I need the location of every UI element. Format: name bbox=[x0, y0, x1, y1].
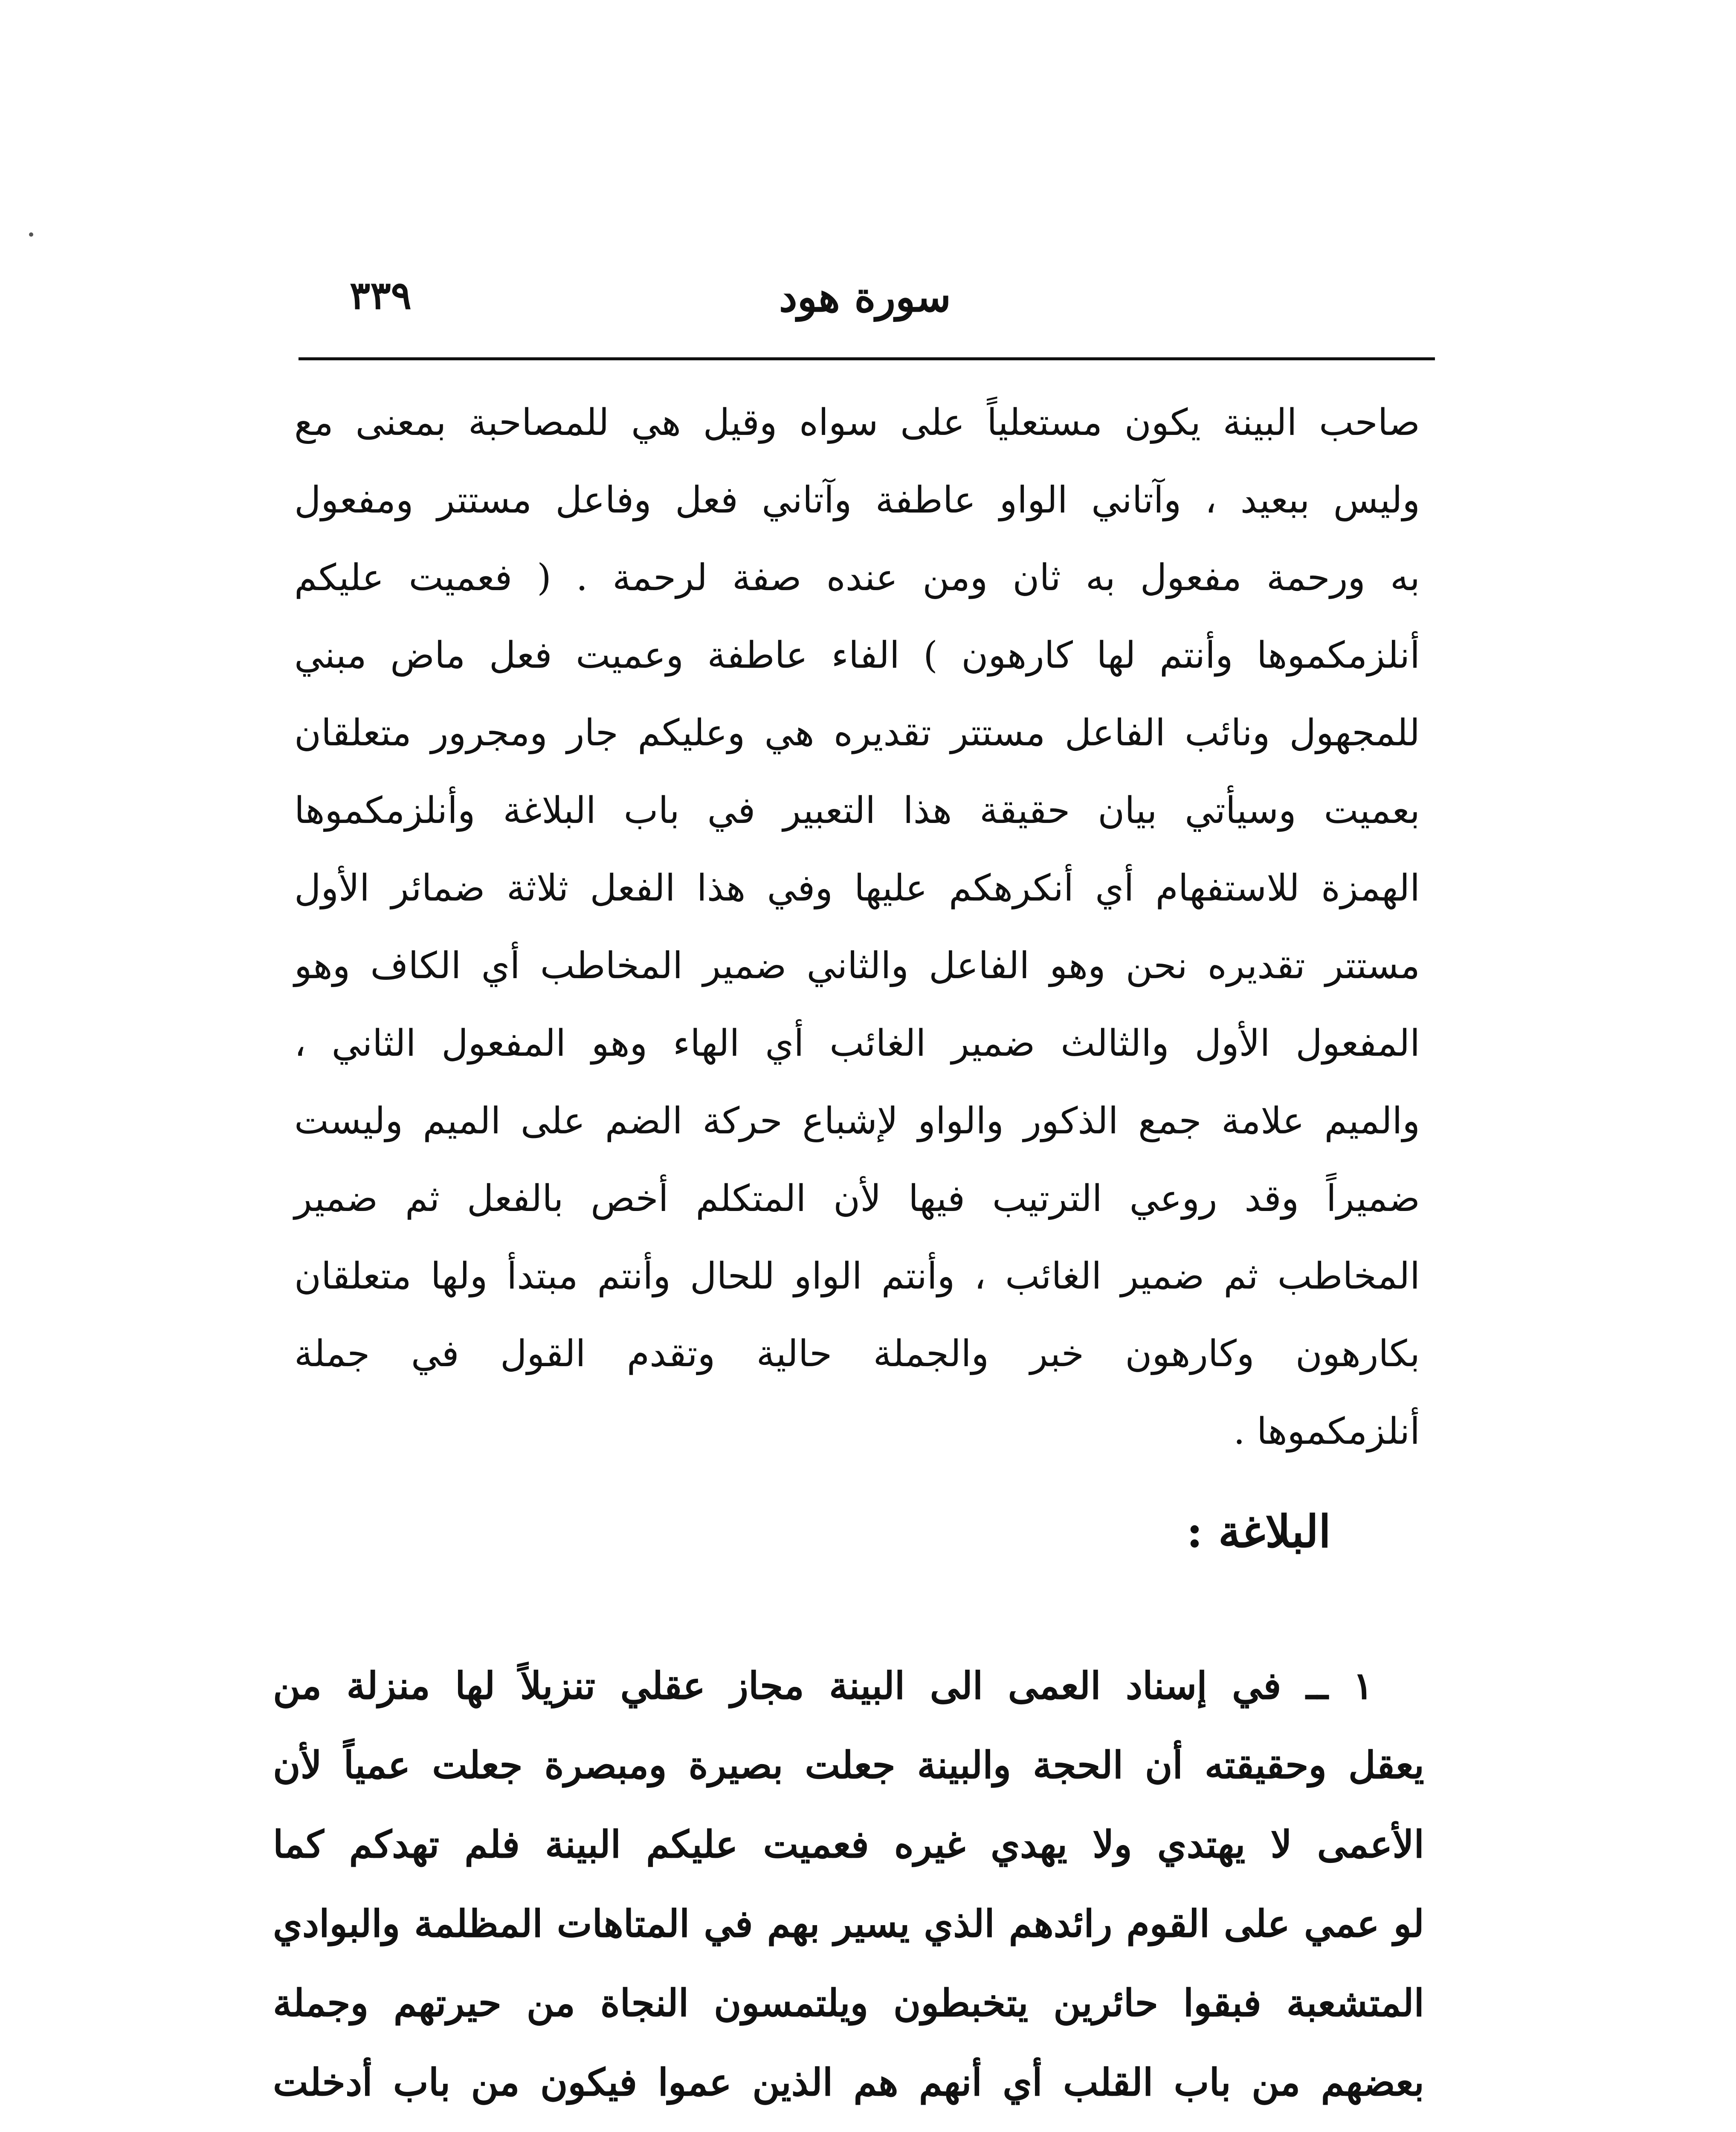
text-line: لو عمي على القوم رائدهم الذي يسير بهم في المتاهات المظلمة والبوادي bbox=[273, 1901, 1424, 1946]
text-line: أنلزمكموها . bbox=[1233, 1410, 1420, 1453]
text-line bbox=[273, 2122, 1424, 2132]
header-divider bbox=[299, 357, 1435, 360]
text-line: ضميراً وقد روعي الترتيب فيها لأن المتكلم أخص بالفعل ثم ضمير bbox=[294, 1177, 1420, 1220]
text-line: يعقل وحقيقته أن الحجة والبينة جعلت بصيرة ومبصرة جعلت عمياً لأن bbox=[273, 1743, 1424, 1787]
section-heading-balagha: البلاغة : bbox=[1186, 1505, 1331, 1558]
text-line: بكارهون وكارهون خبر والجملة حالية وتقدم القول في جملة bbox=[294, 1332, 1420, 1375]
text-line: المتشعبة فبقوا حائرين يتخبطون ويلتمسون النجاة من حيرتهم وجملة bbox=[273, 1981, 1424, 2025]
text-line: به ورحمة مفعول به ثان ومن عنده صفة لرحمة . ( فعميت عليكم bbox=[294, 556, 1420, 599]
grammar-paragraph bbox=[294, 384, 1420, 1470]
surah-title: سورة هود bbox=[779, 273, 951, 321]
text-line: مستتر تقديره نحن وهو الفاعل والثاني ضمير المخاطب أي الكاف وهو bbox=[294, 944, 1420, 987]
text-line: المخاطب ثم ضمير الغائب ، وأنتم الواو للحال وأنتم مبتدأ ولها متعلقان bbox=[294, 1255, 1420, 1298]
text-line: المفعول الأول والثالث ضمير الغائب أي الهاء وهو المفعول الثاني ، bbox=[294, 1022, 1420, 1065]
scan-speck bbox=[29, 232, 33, 237]
text-line: بعضهم من باب القلب أي أنهم هم الذين عموا فيكون من باب أدخلت bbox=[273, 2060, 1424, 2104]
page-number: ٣٣٩ bbox=[350, 273, 412, 318]
text-line: بعميت وسيأتي بيان حقيقة هذا التعبير في باب البلاغة وأنلزمكموها bbox=[294, 789, 1420, 832]
text-line: أنلزمكموها وأنتم لها كارهون ) الفاء عاطفة وعميت فعل ماض مبني bbox=[294, 634, 1420, 677]
text-line: للمجهول ونائب الفاعل مستتر تقديره هي وعليكم جار ومجرور متعلقان bbox=[294, 712, 1420, 754]
page-header bbox=[299, 252, 1435, 337]
text-line: الأعمى لا يهتدي ولا يهدي غيره فعميت عليكم البينة فلم تهدكم كما bbox=[273, 1822, 1424, 1866]
text-line: ١ ــ في إسناد العمى الى البينة مجاز عقلي تنزيلاً لها منزلة من bbox=[273, 1663, 1373, 1708]
text-line: صاحب البينة يكون مستعلياً على سواه وقيل هي للمصاحبة بمعنى مع bbox=[294, 401, 1420, 444]
balagha-paragraph bbox=[273, 1646, 1424, 2132]
text-line: وليس ببعيد ، وآتاني الواو عاطفة وآتاني فعل وفاعل مستتر ومفعول bbox=[294, 479, 1420, 521]
text-line: الهمزة للاستفهام أي أنكرهكم عليها وفي هذا الفعل ثلاثة ضمائر الأول bbox=[294, 867, 1420, 910]
text-line: والميم علامة جمع الذكور والواو لإشباع حركة الضم على الميم وليست bbox=[294, 1100, 1420, 1142]
